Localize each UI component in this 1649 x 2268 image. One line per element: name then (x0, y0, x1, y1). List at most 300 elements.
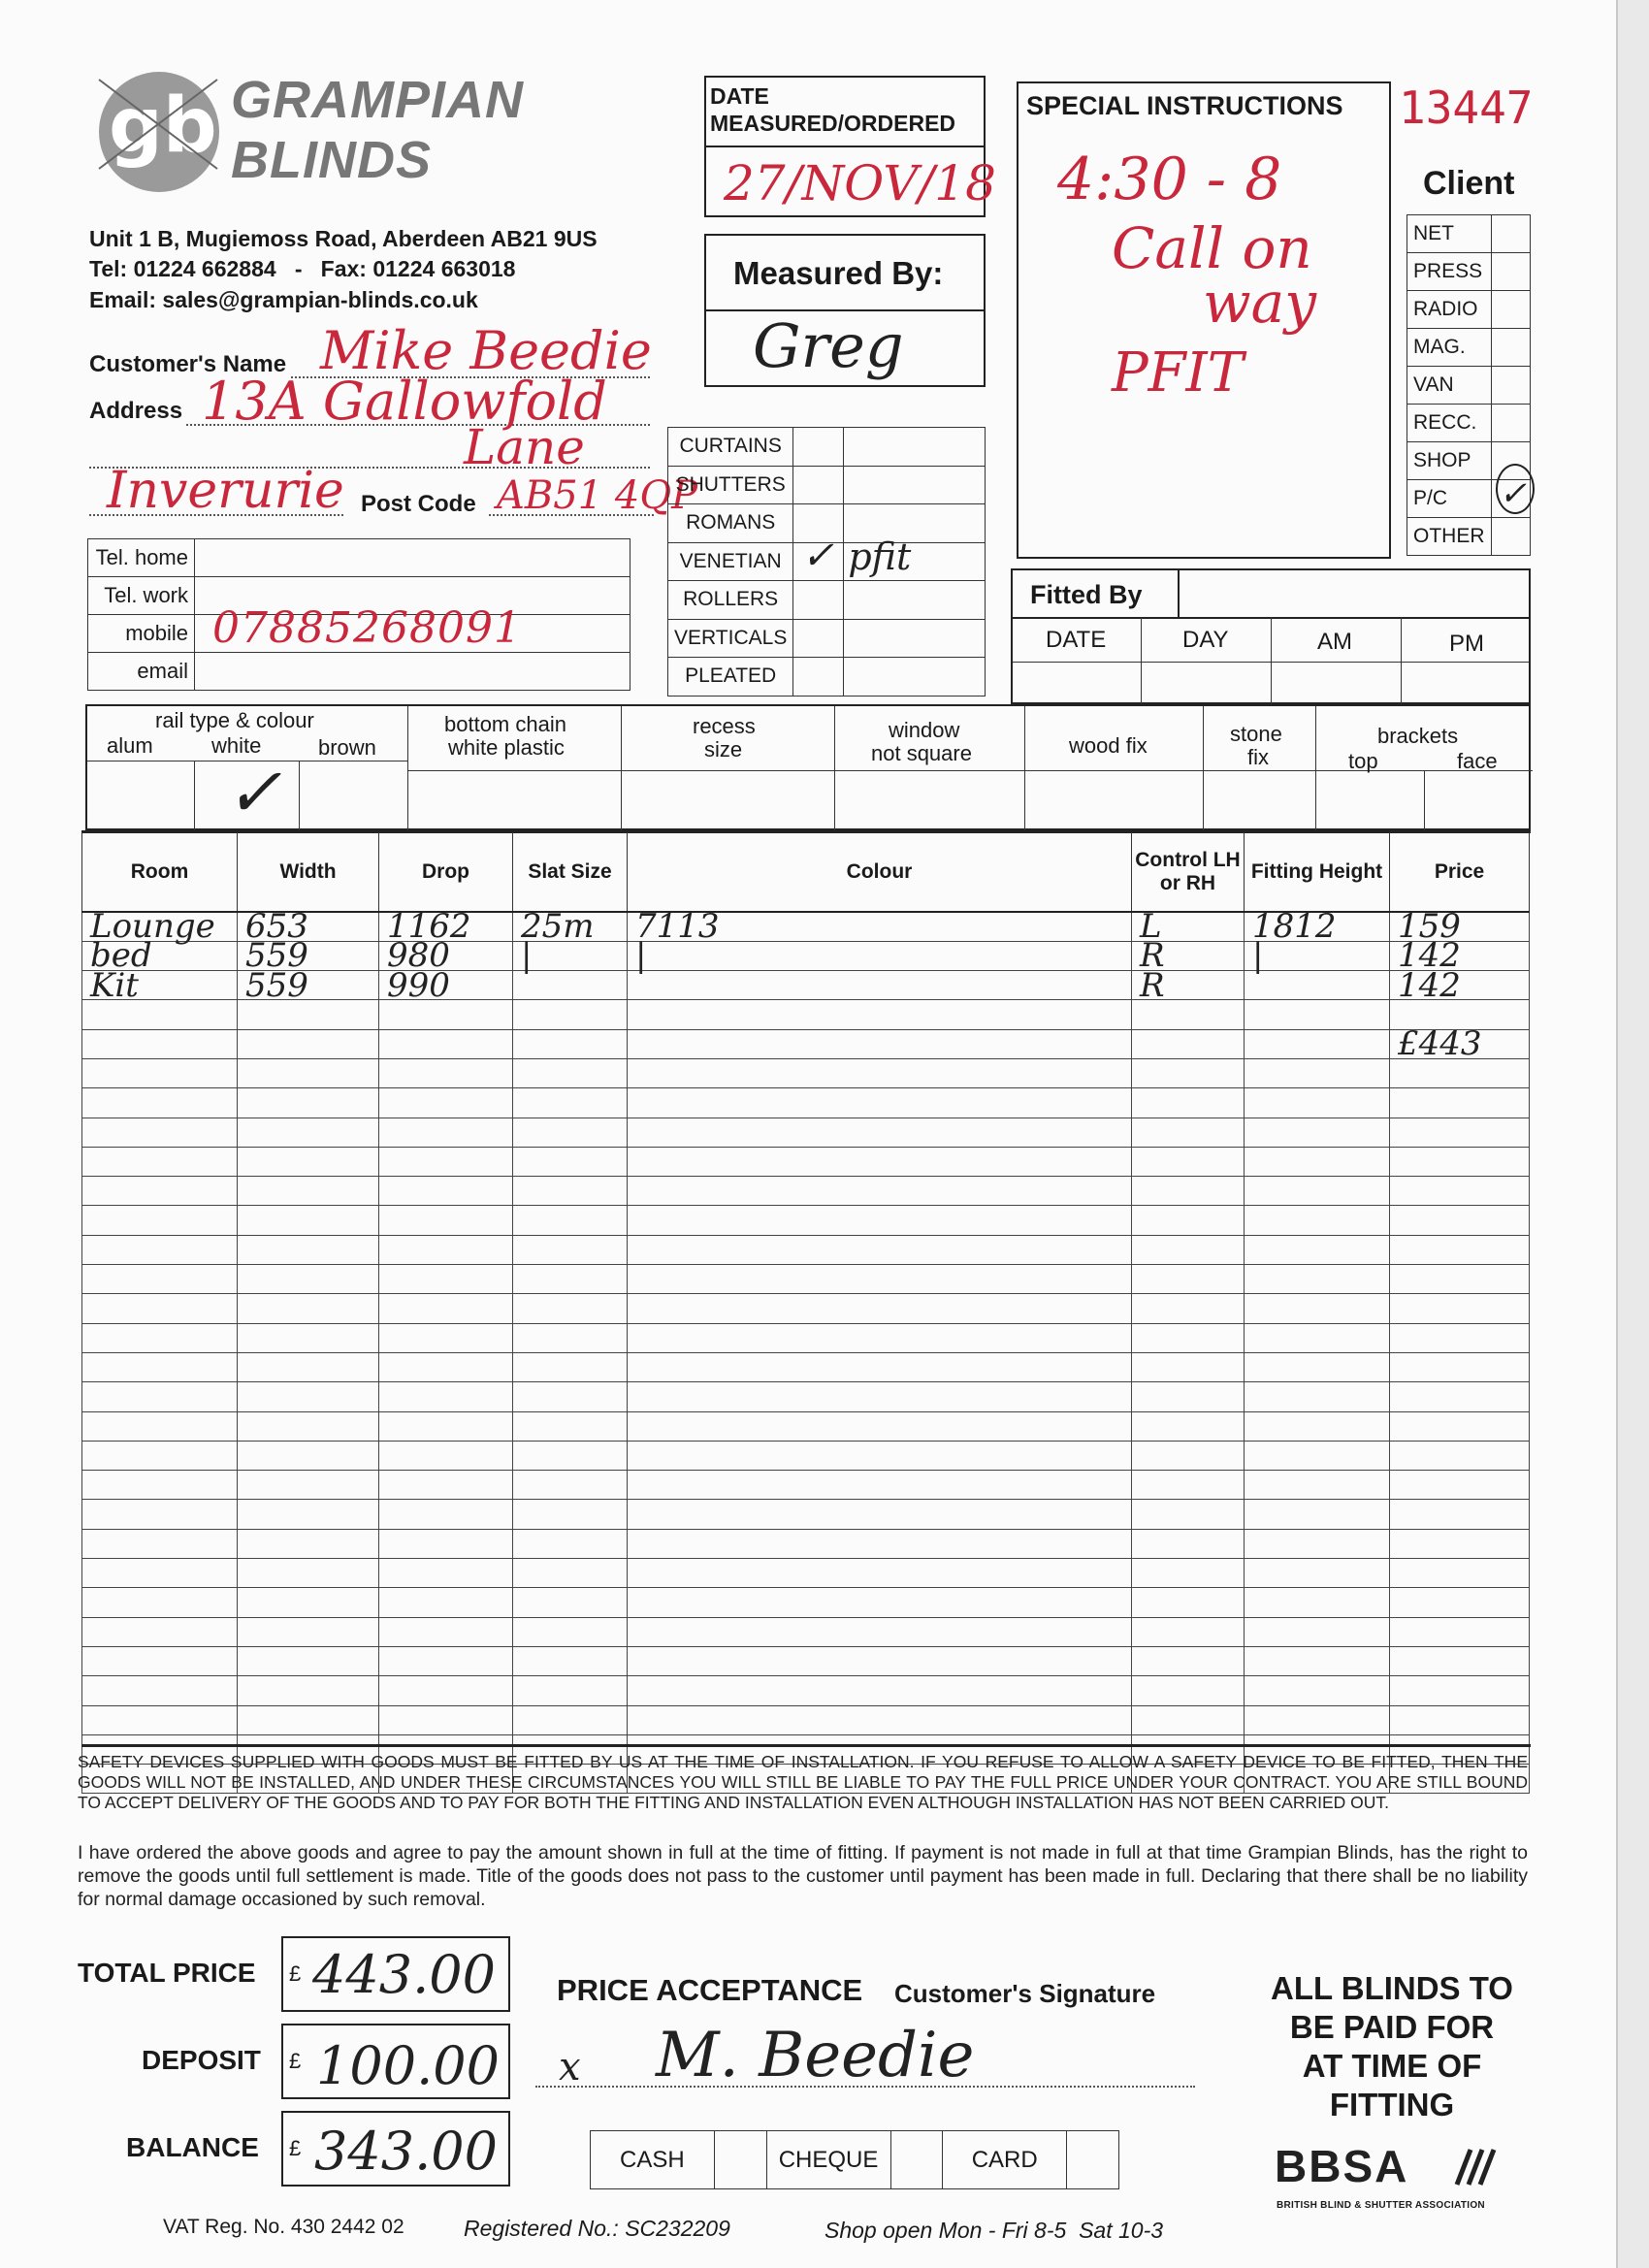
product-note[interactable] (844, 428, 986, 467)
order-cell-drop[interactable] (379, 1323, 513, 1352)
special-line-1: 4:30 - 8 (1057, 146, 1282, 213)
order-row (82, 1588, 1530, 1617)
address-line1-value: 13A Gallowfold (202, 371, 607, 432)
order-row (82, 1177, 1530, 1206)
order-cell-slat-size[interactable] (513, 1676, 628, 1705)
order-cell-control[interactable] (1132, 1559, 1245, 1588)
payment-notice-line4: FITTING (1329, 2087, 1455, 2122)
order-cell-colour[interactable] (628, 1705, 1132, 1734)
order-cell-width[interactable] (238, 1382, 379, 1411)
order-cell-room[interactable] (82, 1058, 238, 1087)
order-cell-slat-size[interactable] (513, 1147, 628, 1176)
window-label-1: window (889, 718, 960, 742)
client-checkbox[interactable] (1491, 291, 1531, 329)
product-check[interactable] (793, 428, 844, 467)
order-cell-drop[interactable] (379, 1382, 513, 1411)
order-cell-room[interactable] (82, 1441, 238, 1470)
order-cell-fitting-height[interactable] (1245, 971, 1390, 1000)
order-cell-price[interactable] (1390, 1646, 1530, 1675)
order-cell-room[interactable] (82, 1294, 238, 1323)
currency-symbol: £ (289, 2136, 302, 2160)
order-cell-colour[interactable] (628, 1147, 1132, 1176)
logo-graphic (89, 62, 235, 198)
client-option: VAN (1407, 367, 1492, 405)
order-cell-fitting-height[interactable]: 1812 (1245, 912, 1390, 941)
order-cell-room[interactable] (82, 1676, 238, 1705)
company-address: Unit 1 B, Mugiemoss Road, Aberdeen AB21 9US (89, 226, 598, 251)
order-cell-slat-size[interactable] (513, 1529, 628, 1558)
order-cell-slat-size[interactable]: | (513, 941, 628, 970)
vat-number: VAT Reg. No. 430 2442 02 (163, 2216, 404, 2238)
order-cell-drop[interactable] (379, 1676, 513, 1705)
date-measured-value: 27/NOV/18 (724, 155, 996, 211)
order-cell-slat-size[interactable] (513, 1411, 628, 1441)
brackets-top-label: top (1348, 749, 1378, 773)
tel-home-field[interactable] (195, 539, 630, 577)
order-cell-drop[interactable] (379, 1588, 513, 1617)
order-cell-price[interactable] (1390, 1294, 1530, 1323)
order-cell-room[interactable] (82, 1177, 238, 1206)
order-cell-control[interactable] (1132, 1235, 1245, 1264)
order-cell-fitting-height[interactable] (1245, 1177, 1390, 1206)
order-cell-fitting-height[interactable] (1245, 1265, 1390, 1294)
order-cell-fitting-height[interactable] (1245, 1088, 1390, 1118)
safety-notice: SAFETY DEVICES SUPPLIED WITH GOODS MUST BE FITTED BY US AT THE TIME OF INSTALLATION. IF YOU REFUSE TO ALLOW A SAFETY DEVICE TO BE FITTED, THEN THE GOODS WILL NOT BE INSTALLED, AND UNDER THESE CIRCUMSTANCES YOU WILL STILL BE LIABLE TO PAY THE FULL PRICE UNDER YOUR CONTRACT. YOU ARE STILL BOUND TO ACCEPT DELIVERY OF THE GOODS AND TO PAY FOR BOTH THE FITTING AND INSTALLATION EVEN ALTHOUGH INSTALLATION HAS NOT BEEN CARRIED OUT. (78, 1752, 1528, 1812)
product-check-venetian[interactable] (793, 533, 844, 581)
order-row (82, 1147, 1530, 1176)
email-field[interactable] (195, 653, 630, 691)
order-cell-colour[interactable] (628, 1382, 1132, 1411)
customer-signature-label: Customer's Signature (894, 1979, 1156, 2008)
date-label-line2: MEASURED/ORDERED (710, 111, 956, 136)
client-checkbox[interactable] (1491, 367, 1531, 405)
order-cell-drop[interactable] (379, 1559, 513, 1588)
order-cell-price[interactable] (1390, 1617, 1530, 1646)
order-cell-room[interactable] (82, 1529, 238, 1558)
order-cell-control[interactable] (1132, 1411, 1245, 1441)
order-cell-fitting-height[interactable] (1245, 1676, 1390, 1705)
order-cell-slat-size[interactable] (513, 1235, 628, 1264)
fitted-am-header: AM (1317, 629, 1352, 655)
order-cell-colour[interactable] (628, 1617, 1132, 1646)
order-cell-slat-size[interactable] (513, 1382, 628, 1411)
order-cell-width[interactable] (238, 1588, 379, 1617)
order-cell-drop[interactable] (379, 1294, 513, 1323)
order-cell-slat-size[interactable] (513, 1471, 628, 1500)
order-cell-slat-size[interactable] (513, 1617, 628, 1646)
order-cell-colour[interactable] (628, 1323, 1132, 1352)
order-cell-room[interactable]: bed (82, 941, 238, 970)
order-cell-drop[interactable] (379, 1411, 513, 1441)
order-cell-control[interactable] (1132, 1646, 1245, 1675)
order-cell-colour[interactable] (628, 1265, 1132, 1294)
order-cell-colour[interactable] (628, 1206, 1132, 1235)
order-cell-control[interactable] (1132, 1529, 1245, 1558)
order-cell-room[interactable] (82, 1411, 238, 1441)
order-cell-drop[interactable] (379, 1646, 513, 1675)
payment-cash-label: CASH (591, 2131, 715, 2189)
order-cell-fitting-height[interactable] (1245, 1029, 1390, 1058)
order-row (82, 1206, 1530, 1235)
order-cell-width[interactable]: 653 (238, 912, 379, 941)
product-note[interactable] (844, 581, 986, 620)
payment-card-label: CARD (943, 2131, 1067, 2189)
client-row-van (1407, 367, 1531, 405)
order-cell-price[interactable] (1390, 1088, 1530, 1118)
product-type: CURTAINS (668, 428, 793, 467)
order-cell-control[interactable] (1132, 1441, 1245, 1470)
order-cell-width[interactable] (238, 1559, 379, 1588)
order-cell-colour[interactable] (628, 1588, 1132, 1617)
order-cell-slat-size[interactable] (513, 1441, 628, 1470)
order-cell-control[interactable] (1132, 1382, 1245, 1411)
order-cell-colour[interactable] (628, 1088, 1132, 1118)
header-fitting-height: Fitting Height (1245, 832, 1390, 912)
product-check[interactable] (793, 466, 844, 504)
order-cell-price[interactable] (1390, 1147, 1530, 1176)
order-cell-room[interactable] (82, 1617, 238, 1646)
order-cell-room[interactable] (82, 1323, 238, 1352)
order-cell-control[interactable] (1132, 1617, 1245, 1646)
order-cell-room[interactable] (82, 1382, 238, 1411)
order-cell-slat-size[interactable] (513, 1294, 628, 1323)
order-cell-control[interactable] (1132, 1029, 1245, 1058)
mobile-field[interactable] (195, 603, 630, 653)
order-row (82, 1500, 1530, 1529)
client-checkbox[interactable] (1491, 215, 1531, 253)
rail-type-label: rail type & colour (155, 708, 314, 732)
fitted-by-box (1011, 568, 1531, 704)
order-cell-price[interactable] (1390, 1352, 1530, 1381)
order-cell-drop[interactable]: 1162 (379, 912, 513, 941)
order-cell-control[interactable] (1132, 1588, 1245, 1617)
order-cell-width[interactable] (238, 1058, 379, 1087)
order-cell-price[interactable]: 142 (1390, 971, 1530, 1000)
order-cell-drop[interactable] (379, 1352, 513, 1381)
order-cell-drop[interactable] (379, 1029, 513, 1058)
order-cell-drop[interactable] (379, 1617, 513, 1646)
order-cell-control[interactable] (1132, 1352, 1245, 1381)
chain-label-2: white plastic (448, 735, 565, 760)
order-cell-colour[interactable] (628, 1000, 1132, 1029)
order-cell-price[interactable] (1390, 1058, 1530, 1087)
order-cell-fitting-height[interactable] (1245, 1058, 1390, 1087)
order-cell-control[interactable] (1132, 1088, 1245, 1118)
order-cell-room[interactable] (82, 1500, 238, 1529)
order-cell-price[interactable] (1390, 1500, 1530, 1529)
order-cell-colour[interactable] (628, 971, 1132, 1000)
order-cell-room[interactable] (82, 1088, 238, 1118)
order-cell-width[interactable] (238, 1411, 379, 1441)
company-email: Email: sales@grampian-blinds.co.uk (89, 287, 478, 312)
order-cell-slat-size[interactable] (513, 1559, 628, 1588)
order-cell-width[interactable] (238, 1118, 379, 1147)
order-cell-control[interactable] (1132, 1705, 1245, 1734)
order-cell-drop[interactable] (379, 1235, 513, 1264)
order-cell-slat-size[interactable] (513, 1323, 628, 1352)
order-cell-colour[interactable] (628, 1559, 1132, 1588)
order-cell-slat-size[interactable] (513, 1265, 628, 1294)
order-cell-width[interactable] (238, 1029, 379, 1058)
order-cell-drop[interactable] (379, 1147, 513, 1176)
order-cell-colour[interactable] (628, 1441, 1132, 1470)
order-cell-control[interactable] (1132, 1118, 1245, 1147)
order-cell-room[interactable]: Kit (82, 971, 238, 1000)
order-cell-price[interactable]: 142 (1390, 941, 1530, 970)
order-cell-fitting-height[interactable] (1245, 1559, 1390, 1588)
order-cell-room[interactable] (82, 1206, 238, 1235)
order-cell-fitting-height[interactable] (1245, 1441, 1390, 1470)
order-cell-width[interactable] (238, 1177, 379, 1206)
order-cell-colour[interactable] (628, 1676, 1132, 1705)
order-cell-price[interactable] (1390, 1382, 1530, 1411)
order-cell-control[interactable] (1132, 1177, 1245, 1206)
order-cell-width[interactable]: 559 (238, 941, 379, 970)
total-price-label: TOTAL PRICE (78, 1958, 256, 1988)
order-cell-colour[interactable] (628, 1529, 1132, 1558)
order-cell-slat-size[interactable] (513, 1058, 628, 1087)
client-option: SHOP (1407, 442, 1492, 480)
order-cell-width[interactable] (238, 1088, 379, 1118)
order-cell-slat-size[interactable] (513, 1646, 628, 1675)
order-cell-fitting-height[interactable]: | (1245, 941, 1390, 970)
order-cell-price[interactable] (1390, 1441, 1530, 1470)
order-cell-fitting-height[interactable] (1245, 1529, 1390, 1558)
order-cell-slat-size[interactable] (513, 1088, 628, 1118)
order-cell-control[interactable] (1132, 1265, 1245, 1294)
order-cell-width[interactable] (238, 1500, 379, 1529)
order-cell-control[interactable] (1132, 1147, 1245, 1176)
order-cell-control[interactable]: R (1132, 971, 1245, 1000)
payment-cheque-label: CHEQUE (766, 2131, 890, 2189)
order-cell-room[interactable] (82, 1352, 238, 1381)
order-cell-colour[interactable] (628, 1411, 1132, 1441)
product-note[interactable] (844, 619, 986, 658)
order-cell-room[interactable] (82, 1559, 238, 1588)
order-cell-control[interactable]: L (1132, 912, 1245, 941)
order-cell-price[interactable] (1390, 1411, 1530, 1441)
order-cell-fitting-height[interactable] (1245, 1352, 1390, 1381)
order-cell-room[interactable] (82, 1471, 238, 1500)
order-cell-slat-size[interactable] (513, 1352, 628, 1381)
address-line2-value: Lane (464, 419, 585, 475)
order-cell-price[interactable]: 159 (1390, 912, 1530, 941)
order-cell-width[interactable] (238, 1235, 379, 1264)
logo-letters: gb (109, 82, 217, 170)
order-cell-drop[interactable] (379, 1705, 513, 1734)
order-cell-fitting-height[interactable] (1245, 1705, 1390, 1734)
order-cell-fitting-height[interactable] (1245, 1147, 1390, 1176)
order-cell-control[interactable] (1132, 1294, 1245, 1323)
client-checkbox[interactable] (1491, 405, 1531, 442)
order-cell-width[interactable] (238, 1471, 379, 1500)
payment-card-box[interactable] (1067, 2131, 1119, 2189)
order-cell-price[interactable] (1390, 1529, 1530, 1558)
order-cell-drop[interactable] (379, 1177, 513, 1206)
order-cell-control[interactable] (1132, 1471, 1245, 1500)
order-cell-fitting-height[interactable] (1245, 1471, 1390, 1500)
order-cell-fitting-height[interactable] (1245, 1588, 1390, 1617)
order-cell-fitting-height[interactable] (1245, 1646, 1390, 1675)
order-cell-slat-size[interactable] (513, 1000, 628, 1029)
order-cell-colour[interactable] (628, 1500, 1132, 1529)
order-cell-price[interactable] (1390, 1676, 1530, 1705)
order-cell-control[interactable]: R (1132, 941, 1245, 970)
order-cell-price[interactable] (1390, 1206, 1530, 1235)
order-cell-slat-size[interactable] (513, 1118, 628, 1147)
order-cell-room[interactable]: Lounge (82, 912, 238, 941)
payment-cash-box[interactable] (714, 2131, 766, 2189)
order-cell-price[interactable] (1390, 1235, 1530, 1264)
order-cell-price[interactable] (1390, 1588, 1530, 1617)
order-cell-width[interactable] (238, 1617, 379, 1646)
contact-table (87, 538, 630, 691)
company-logo (89, 62, 235, 198)
order-cell-width[interactable]: 559 (238, 971, 379, 1000)
order-cell-drop[interactable] (379, 1118, 513, 1147)
order-cell-room[interactable] (82, 1588, 238, 1617)
order-cell-drop[interactable] (379, 1206, 513, 1235)
order-cell-drop[interactable] (379, 1529, 513, 1558)
header-width: Width (238, 832, 379, 912)
order-cell-fitting-height[interactable] (1245, 1000, 1390, 1029)
payment-cheque-box[interactable] (890, 2131, 943, 2189)
order-cell-room[interactable] (82, 1646, 238, 1675)
order-cell-width[interactable] (238, 1676, 379, 1705)
product-note-venetian[interactable] (844, 535, 986, 581)
order-cell-room[interactable] (82, 1118, 238, 1147)
client-option: PRESS (1407, 253, 1492, 291)
order-cell-colour[interactable] (628, 1352, 1132, 1381)
order-cell-colour[interactable] (628, 1177, 1132, 1206)
product-note[interactable] (844, 466, 986, 504)
order-cell-colour[interactable] (628, 1058, 1132, 1087)
order-cell-width[interactable] (238, 1323, 379, 1352)
contact-label: Tel. home (88, 539, 195, 577)
order-cell-width[interactable] (238, 1441, 379, 1470)
order-cell-drop[interactable]: 990 (379, 971, 513, 1000)
client-checkbox[interactable] (1491, 329, 1531, 367)
order-cell-control[interactable] (1132, 1206, 1245, 1235)
order-cell-colour[interactable] (628, 1471, 1132, 1500)
order-cell-fitting-height[interactable] (1245, 1294, 1390, 1323)
order-cell-width[interactable] (238, 1206, 379, 1235)
client-checkbox[interactable] (1491, 253, 1531, 291)
order-cell-drop[interactable] (379, 1088, 513, 1118)
order-cell-slat-size[interactable] (513, 1177, 628, 1206)
order-cell-slat-size[interactable]: 25m (513, 912, 628, 941)
payment-notice-line3: AT TIME OF (1302, 2048, 1482, 2084)
order-cell-width[interactable] (238, 1529, 379, 1558)
order-cell-drop[interactable]: 980 (379, 941, 513, 970)
product-type: VENETIAN (668, 542, 793, 581)
order-cell-drop[interactable] (379, 1058, 513, 1087)
order-cell-slat-size[interactable] (513, 1588, 628, 1617)
order-cell-slat-size[interactable] (513, 1500, 628, 1529)
order-cell-colour[interactable]: | (628, 941, 1132, 970)
order-cell-price[interactable] (1390, 1118, 1530, 1147)
order-cell-room[interactable] (82, 1265, 238, 1294)
order-cell-control[interactable] (1132, 1058, 1245, 1087)
order-cell-width[interactable] (238, 1265, 379, 1294)
order-cell-fitting-height[interactable] (1245, 1206, 1390, 1235)
order-cell-width[interactable] (238, 1646, 379, 1675)
order-cell-drop[interactable] (379, 1441, 513, 1470)
order-cell-width[interactable] (238, 1705, 379, 1734)
order-cell-colour[interactable] (628, 1118, 1132, 1147)
order-cell-slat-size[interactable] (513, 971, 628, 1000)
order-cell-fitting-height[interactable] (1245, 1500, 1390, 1529)
order-cell-room[interactable] (82, 1147, 238, 1176)
order-cell-slat-size[interactable] (513, 1206, 628, 1235)
order-row (82, 1235, 1530, 1264)
order-cell-colour[interactable]: 7113 (628, 912, 1132, 941)
order-cell-fitting-height[interactable] (1245, 1118, 1390, 1147)
order-cell-width[interactable] (238, 1352, 379, 1381)
order-cell-drop[interactable] (379, 1265, 513, 1294)
order-cell-slat-size[interactable] (513, 1029, 628, 1058)
order-cell-price[interactable] (1390, 1265, 1530, 1294)
order-cell-price[interactable] (1390, 1471, 1530, 1500)
order-cell-colour[interactable] (628, 1235, 1132, 1264)
contact-label: mobile (88, 615, 195, 653)
order-cell-control[interactable] (1132, 1323, 1245, 1352)
product-check[interactable] (793, 619, 844, 658)
order-cell-drop[interactable] (379, 1500, 513, 1529)
order-cell-colour[interactable] (628, 1646, 1132, 1675)
payment-notice (1232, 1969, 1552, 2124)
order-cell-fitting-height[interactable] (1245, 1411, 1390, 1441)
order-cell-price[interactable] (1390, 1323, 1530, 1352)
order-cell-width[interactable] (238, 1294, 379, 1323)
client-row-net (1407, 215, 1531, 253)
client-row-other (1407, 518, 1531, 556)
order-cell-slat-size[interactable] (513, 1705, 628, 1734)
company-name-line2: BLINDS (231, 131, 432, 189)
orders-body (82, 907, 1530, 1794)
client-row-radio (1407, 291, 1531, 329)
order-cell-price[interactable] (1390, 1705, 1530, 1734)
order-cell-colour[interactable] (628, 1294, 1132, 1323)
order-row (82, 1676, 1530, 1705)
order-cell-price[interactable] (1390, 1559, 1530, 1588)
recess-label-1: recess (693, 714, 756, 738)
order-cell-price[interactable] (1390, 1177, 1530, 1206)
order-cell-room[interactable] (82, 1705, 238, 1734)
order-cell-fitting-height[interactable] (1245, 1323, 1390, 1352)
product-note[interactable] (844, 658, 986, 697)
order-cell-control[interactable] (1132, 1500, 1245, 1529)
order-cell-fitting-height[interactable] (1245, 1617, 1390, 1646)
product-check[interactable] (793, 581, 844, 620)
product-check[interactable] (793, 658, 844, 697)
orders-header-row (82, 832, 1530, 912)
order-row (82, 1058, 1530, 1087)
bbsa-logo: BBSA (1275, 2141, 1409, 2191)
order-cell-room[interactable] (82, 1235, 238, 1264)
order-cell-width[interactable] (238, 1147, 379, 1176)
order-cell-drop[interactable] (379, 1471, 513, 1500)
currency-symbol: £ (289, 2049, 302, 2073)
payment-notice-line2: BE PAID FOR (1289, 2009, 1495, 2045)
order-cell-fitting-height[interactable] (1245, 1382, 1390, 1411)
order-cell-room[interactable] (82, 1029, 238, 1058)
order-cell-price[interactable]: £443 (1390, 1029, 1530, 1058)
order-cell-fitting-height[interactable] (1245, 1235, 1390, 1264)
order-cell-colour[interactable] (628, 1029, 1132, 1058)
order-cell-control[interactable] (1132, 1676, 1245, 1705)
client-checkbox[interactable] (1491, 518, 1531, 556)
